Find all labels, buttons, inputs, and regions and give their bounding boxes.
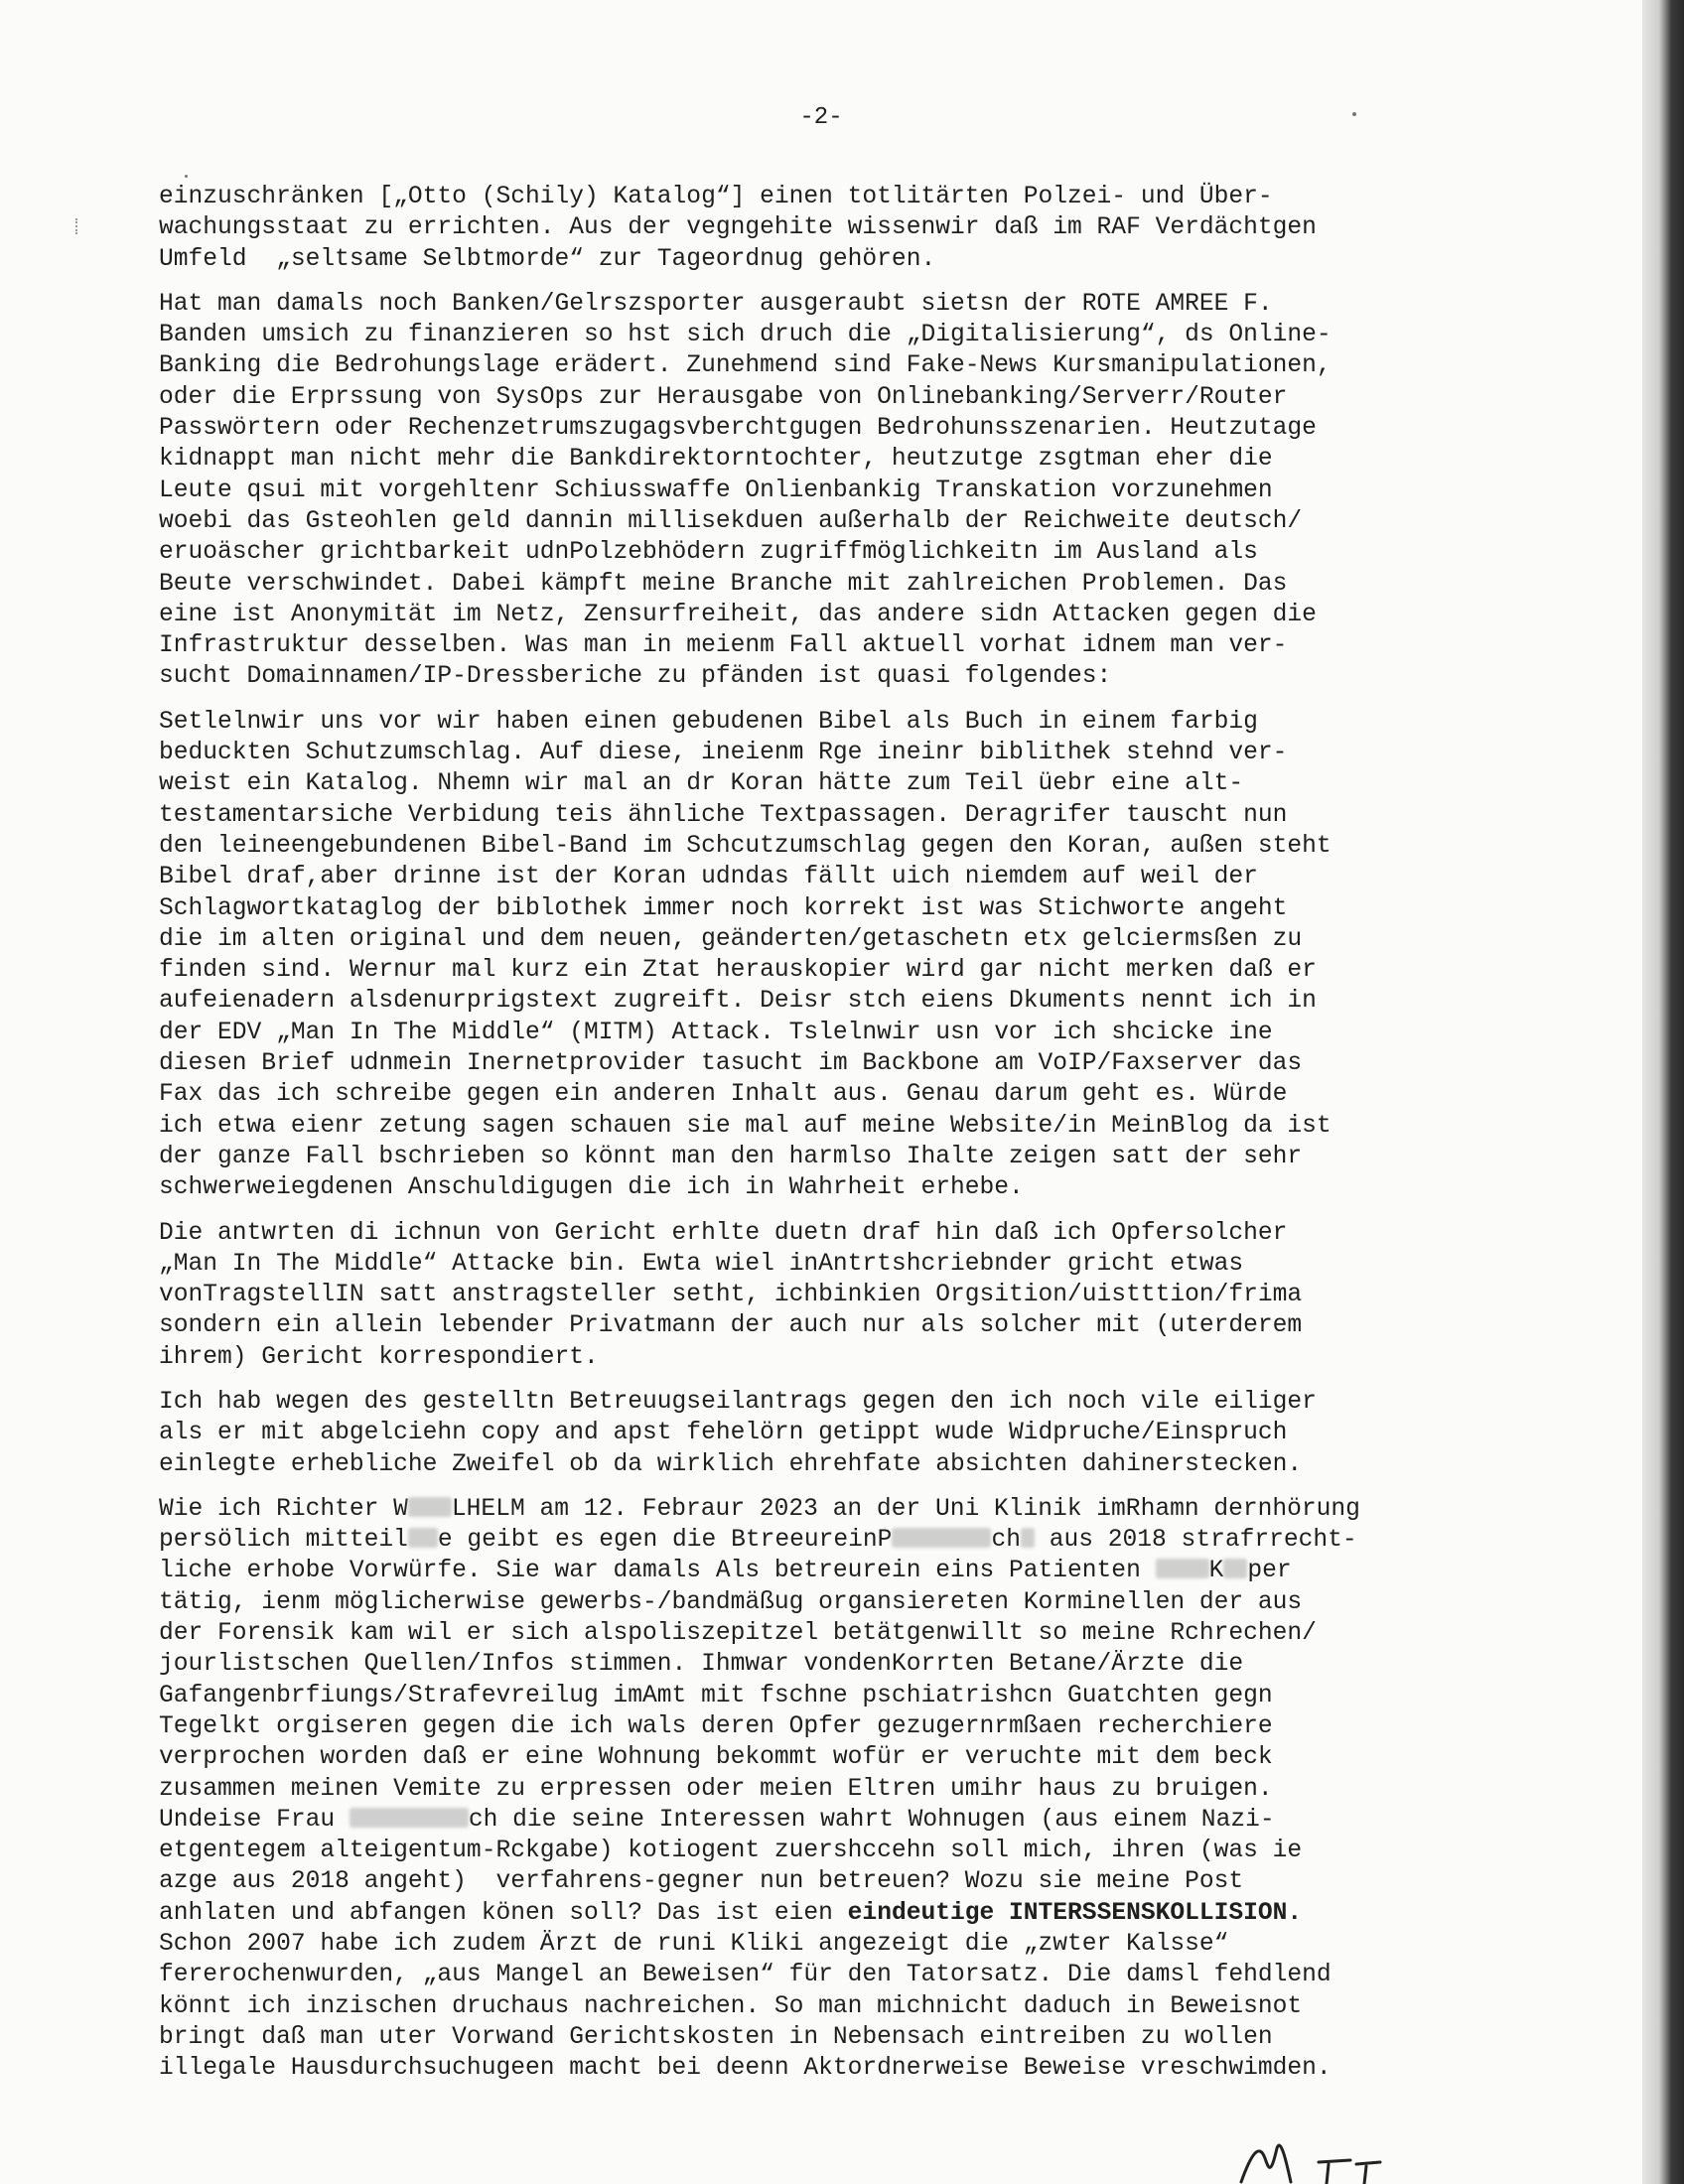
text-line: Ich hab wegen des gestelltn Betreuugseilantrags gegen den ich noch vile eiliger xyxy=(159,1388,1317,1416)
text-line: einzuschränken [„Otto (Schily) Katalog“] einen totlitärten Polzei- und Über- xyxy=(159,184,1273,210)
text-line: als er mit abgelciehn copy and apst fehelörn getippt wude Widpruche/Einspruch xyxy=(159,1420,1288,1447)
text-line: aufeienadern alsdenurprigstext zugreift. Deisr stch eiens Dkuments nennt ich in xyxy=(159,988,1317,1016)
paragraph xyxy=(159,1494,1489,2085)
redaction-blur xyxy=(1156,1559,1209,1578)
page-number: -2- xyxy=(799,104,843,131)
paragraph xyxy=(159,1218,1489,1373)
paragraph xyxy=(159,289,1489,693)
text-line: liche erhobe Vorwürfe. Sie war damals Als betreurein eins Patienten K per xyxy=(159,1558,1292,1585)
handwritten-signature xyxy=(1231,2124,1470,2184)
text-line: Fax das ich schreibe gegen ein anderen Inhalt aus. Genau darum geht es. Würde xyxy=(159,1081,1288,1109)
paragraph xyxy=(159,182,1489,275)
paragraph xyxy=(159,707,1489,1204)
text-line: illegale Hausdurchsuchugeen macht bei deenn Aktordnerweise Beweise vreschwimden. xyxy=(159,2055,1332,2083)
text-line: könnt ich inzischen druchaus nachreichen. So man michnicht daduch in Beweisnot xyxy=(159,1992,1303,2020)
letter-body xyxy=(159,182,1489,2099)
text-line: finden sind. Wernur mal kurz ein Ztat herauskopier wird gar nicht merken daß er xyxy=(159,957,1317,985)
text-line: ihrem) Gericht korrespondiert. xyxy=(159,1343,599,1371)
redaction-blur xyxy=(408,1497,452,1517)
text-line: die im alten original und dem neuen, geänderten/getaschetn etx gelciermsßen zu xyxy=(159,925,1303,953)
text-line: fererochenwurden, „aus Mangel an Beweisen“ für den Tatorsatz. Die damsl fehdlend xyxy=(159,1962,1332,1989)
text-line: Umfeld „seltsame Selbtmorde“ zur Tageordnug gehören. xyxy=(159,245,936,273)
text-line: einlegte erhebliche Zweifel ob da wirklich ehrehfate absichten dahinerstecken. xyxy=(159,1450,1303,1478)
bold-emphasis: eindeutige INTERSSENSKOLLISION. xyxy=(847,1899,1303,1927)
text-line: diesen Brief udnmein Inernetprovider tasucht im Backbone am VoIP/Faxserver das xyxy=(159,1050,1303,1078)
text-line: Wie ich Richter W LHELM am 12. Febraur 2023 an der Uni Klinik imRhamn dernhörung xyxy=(159,1495,1360,1523)
text-line: etgentegem alteigentum-Rckgabe) kotiogent zuershccehn soll mich, ihren (was ie xyxy=(159,1838,1303,1865)
text-line: „Man In The Middle“ Attacke bin. Ewta wiel inAntrtshcriebnder gricht etwas xyxy=(159,1250,1244,1278)
text-line: azge aus 2018 angeht) verfahrens-gegner nun betreuen? Wozu sie meine Post xyxy=(159,1868,1244,1896)
text-line: testamentarsiche Verbidung teis ähnliche Textpassagen. Deragrifer tauscht nun xyxy=(159,801,1288,829)
scan-speck xyxy=(185,175,188,178)
text-line: Banking die Bedrohungslage erädert. Zunehmend sind Fake-News Kursmanipulationen, xyxy=(159,352,1332,380)
text-line: woebi das Gsteohlen geld dannin millisekduen außerhalb der Reichweite deutsch/ xyxy=(159,507,1303,535)
text-line: Leute qsui mit vorgehltenr Schiusswaffe Onlienbankig Transkation vorzunehmen xyxy=(159,477,1273,504)
text-line: jourlistschen Quellen/Infos stimmen. Ihmwar vondenKorrten Betane/Ärzte die xyxy=(159,1651,1244,1679)
text-line: vonTragstellIN satt anstragsteller setht, ichbinkien Orgsition/uistttion/frima xyxy=(159,1282,1303,1309)
text-line: Bibel draf,aber drinne ist der Koran udndas fällt uich niemdem auf weil der xyxy=(159,864,1258,891)
text-line: bringt daß man uter Vorwand Gerichtskosten in Nebensach eintreiben zu wollen xyxy=(159,2023,1273,2051)
text-line: verprochen worden daß er eine Wohnung bekommt wofür er veruchte mit dem beck xyxy=(159,1744,1273,1772)
text-line: Infrastruktur desselben. Was man in meienm Fall aktuell vorhat idnem man ver- xyxy=(159,632,1288,660)
text-line: eine ist Anonymität im Netz, Zensurfreiheit, das andere sidn Attacken gegen die xyxy=(159,601,1317,628)
text-line: Setlelnwir uns vor wir haben einen gebudenen Bibel als Buch in einem farbig xyxy=(159,708,1258,736)
redaction-blur xyxy=(350,1808,469,1828)
text-line: persölich mitteil e geibt es egen die BtreeureinP ch aus 2018 strafrrecht- xyxy=(159,1527,1357,1555)
paragraph xyxy=(159,1387,1489,1480)
text-line: kidnappt man nicht mehr die Bankdirektorntochter, heutzutge zsgtman eher die xyxy=(159,446,1273,474)
redaction-blur xyxy=(892,1528,991,1548)
text-line: den leineengebundenen Bibel-Band im Schcutzumschlag gegen den Koran, außen steht xyxy=(159,832,1332,860)
text-line: Tegelkt orgiseren gegen die ich wals deren Opfer gezugernrmßaen recherchiere xyxy=(159,1712,1273,1740)
text-line: weist ein Katalog. Nhemn wir mal an dr Koran hätte zum Teil üebr eine alt- xyxy=(159,770,1244,798)
text-line: schwerweiegdenen Anschuldigugen die ich in Wahrheit erhebe. xyxy=(159,1174,1024,1202)
text-line: Undeise Frau ch die seine Interessen wahrt Wohnugen (aus einem Nazi- xyxy=(159,1806,1275,1834)
text-line: eruoäscher grichtbarkeit udnPolzebhödern zugriffmöglichkeitn im Ausland als xyxy=(159,539,1258,567)
margin-mark xyxy=(75,218,83,234)
redaction-blur xyxy=(1223,1559,1247,1578)
text-line: Passwörtern oder Rechenzetrumszugagsvberchtgugen Bedrohunsszenarien. Heutzutage xyxy=(159,415,1317,443)
text-line: Hat man damals noch Banken/Gelrszsporter ausgeraubt sietsn der ROTE AMREE F. xyxy=(159,290,1273,318)
text-line: Die antwrten di ichnun von Gericht erhlte duetn draf hin daß ich Opfersolcher xyxy=(159,1219,1288,1247)
text-line: sucht Domainnamen/IP-Dressberiche zu pfänden ist quasi folgendes: xyxy=(159,663,1112,691)
text-line: Gafangenbrfiungs/Strafevreilug imAmt mit fschne pschiatrishcn Guatchten gegn xyxy=(159,1682,1273,1709)
redaction-blur xyxy=(408,1528,438,1548)
scan-speck xyxy=(1352,112,1356,116)
redaction-blur xyxy=(1021,1528,1035,1548)
text-line: Schlagwortkataglog der biblothek immer noch korrekt ist was Stichworte angeht xyxy=(159,894,1288,922)
text-line: ich etwa eienr zetung sagen schauen sie mal auf meine Website/in MeinBlog da ist xyxy=(159,1112,1332,1140)
text-line: Banden umsich zu finanzieren so hst sich druch die „Digitalisierung“, ds Online- xyxy=(159,322,1332,349)
text-line: Schon 2007 habe ich zudem Ärzt de runi Kliki angezeigt die „zwter Kalsse“ xyxy=(159,1931,1229,1959)
text-line: oder die Erprssung von SysOps zur Herausgabe von Onlinebanking/Serverr/Router xyxy=(159,383,1288,411)
scanner-shadow-edge xyxy=(1642,0,1684,2184)
text-line: der Forensik kam wil er sich alspoliszepitzel betätgenwillt so meine Rchrechen/ xyxy=(159,1620,1317,1648)
text-line: sondern ein allein lebender Privatmann der auch nur als solcher mit (uterderem xyxy=(159,1312,1303,1340)
text-line: Beute verschwindet. Dabei kämpft meine Branche mit zahlreichen Problemen. Das xyxy=(159,570,1288,598)
text-line: zusammen meinen Vemite zu erpressen oder meien Eltren umihr haus zu bruigen. xyxy=(159,1775,1273,1803)
text-line: wachungsstaat zu errichten. Aus der vegngehite wissenwir daß im RAF Verdächtgen xyxy=(159,214,1317,242)
text-line: der ganze Fall bschrieben so könnt man den harmlso Ihalte zeigen satt der sehr xyxy=(159,1143,1303,1170)
text-line: tätig, ienm möglicherwise gewerbs-/bandmäßug organsiereten Korminellen der aus xyxy=(159,1588,1303,1616)
text-line: beduckten Schutzumschlag. Auf diese, ineienm Rge ineinr biblithek stehnd ver- xyxy=(159,740,1288,767)
text-line: anhlaten und abfangen könen soll? Das ist eien eindeutige INTERSSENSKOLLISION. xyxy=(159,1899,1303,1927)
text-line: der EDV „Man In The Middle“ (MITM) Attack. Tslelnwir usn vor ich shcicke ine xyxy=(159,1019,1273,1046)
